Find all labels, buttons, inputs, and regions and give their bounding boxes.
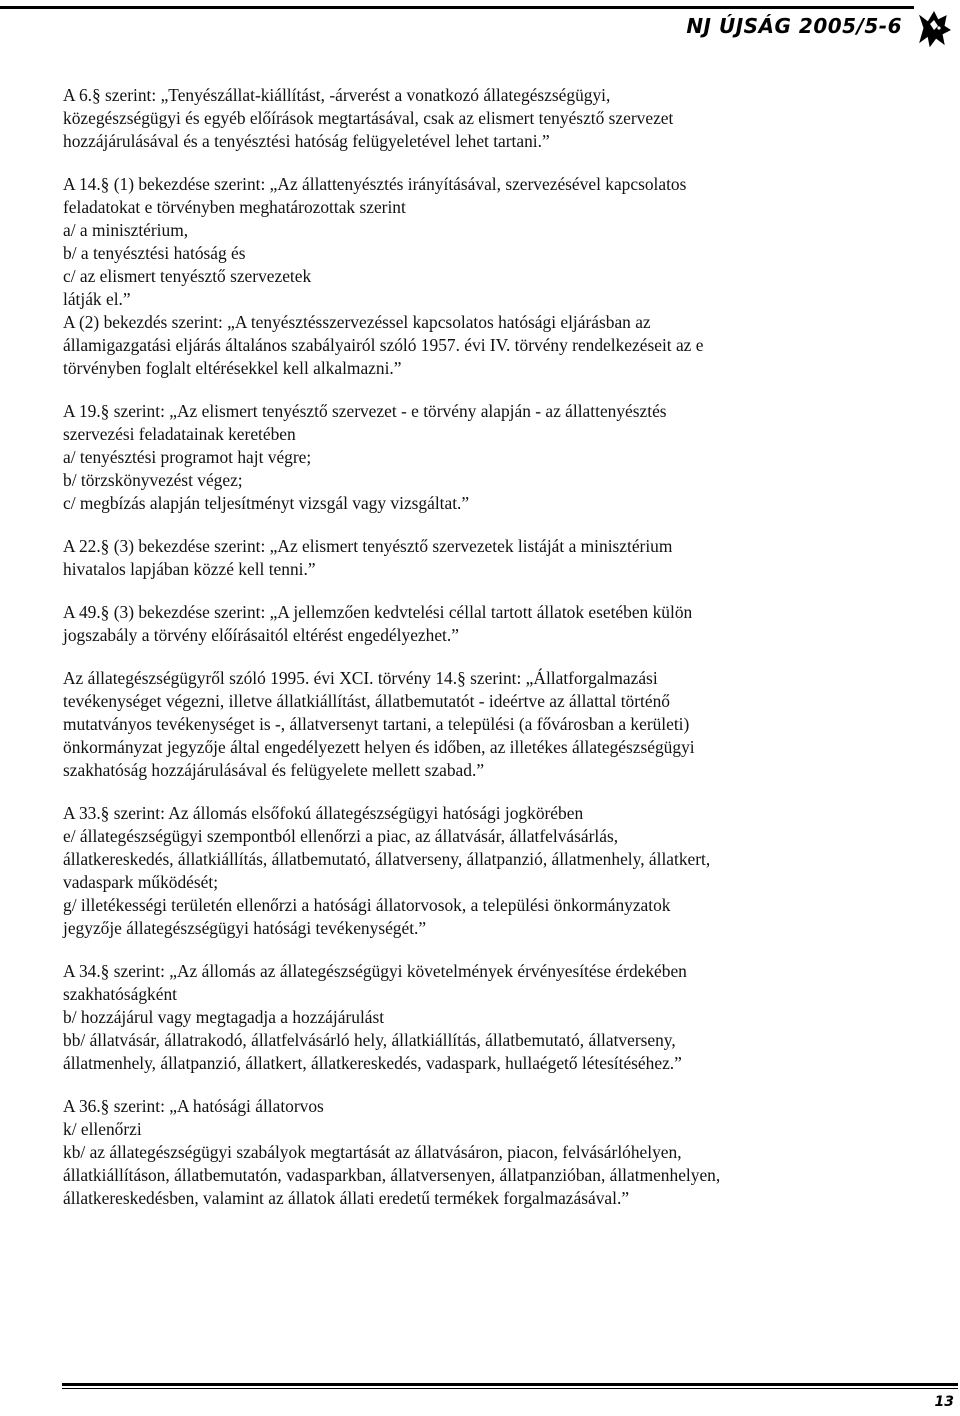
footer-rule-thin [62,1388,958,1389]
text-line: jegyzője állategészségügyi hatósági tevékenységét.” [63,918,427,938]
paragraph [63,601,885,647]
text-line: feladatokat e törvényben meghatározottak szerint [63,197,406,217]
footer-rule [62,1383,958,1386]
text-line: államigazgatási eljárás általános szabályairól szóló 1957. évi IV. törvény rendelkezéseit az e [63,335,704,355]
header-rule [0,6,914,9]
text-line: törvényben foglalt eltérésekkel kell alkalmazni.” [63,358,402,378]
text-line: A 22.§ (3) bekezdése szerint: „Az elismert tenyésztő szervezetek listáját a minisztérium [63,536,673,556]
text-line: hivatalos lapjában közzé kell tenni.” [63,559,316,579]
paragraph [63,535,885,581]
paragraph [63,173,885,380]
text-line: hozzájárulásával és a tenyésztési hatóság felügyeletével lehet tartani.” [63,131,550,151]
text-line: kb/ az állategészségügyi szabályok megtartását az állatvásáron, piacon, felvásárlóhelyen, [63,1142,682,1162]
text-line: b/ törzskönyvezést végez; [63,470,243,490]
text-line: A 49.§ (3) bekezdése szerint: „A jellemzően kedvtelési céllal tartott állatok esetében külön [63,602,693,622]
text-line: tevékenységet végezni, illetve állatkiállítást, állatbemutatót - ideértve az állattal történő [63,691,670,711]
paragraph [63,802,885,940]
document-body [63,84,885,1230]
text-line: A 33.§ szerint: Az állomás elsőfokú állategészségügyi hatósági jogkörében [63,803,584,823]
text-line: A 34.§ szerint: „Az állomás az állategészségügyi követelmények érvényesítése érdekében [63,961,687,981]
text-line: g/ illetékességi területén ellenőrzi a hatósági állatorvosok, a települési önkormányzatok [63,895,671,915]
text-line: önkormányzat jegyzője által engedélyezett helyen és időben, az illetékes állategészségügyi [63,737,695,757]
text-line: állatkereskedés, állatkiállítás, állatbemutató, állatverseny, állatpanzió, állatmenhely, állatkert, [63,849,711,869]
text-line: állatkiállításon, állatbemutatón, vadasparkban, állatversenyen, állatpanzióban, állatmenhelyen, [63,1165,721,1185]
text-line: A 36.§ szerint: „A hatósági állatorvos [63,1096,324,1116]
text-line: c/ az elismert tenyésztő szervezetek [63,266,312,286]
text-line: bb/ állatvásár, állatrakodó, állatfelvásárló hely, állatkiállítás, állatbemutató, állatverseny, [63,1030,676,1050]
text-line: A 14.§ (1) bekezdése szerint: „Az állattenyésztés irányításával, szervezésével kapcsolatos [63,174,687,194]
paragraph [63,400,885,515]
text-line: A (2) bekezdés szerint: „A tenyésztésszervezéssel kapcsolatos hatósági eljárásban az [63,312,651,332]
text-line: Az állategészségügyről szóló 1995. évi XCI. törvény 14.§ szerint: „Állatforgalmazási [63,668,658,688]
paragraph [63,84,885,153]
journal-title: NJ ÚJSÁG 2005/5-6 [686,14,902,38]
text-line: jogszabály a törvény előírásaitól eltérést engedélyezhet.” [63,625,459,645]
text-line: állatmenhely, állatpanzió, állatkert, állatkereskedés, vadaspark, hullaégető létesítéséhez.” [63,1053,682,1073]
text-line: c/ megbízás alapján teljesítményt vizsgál vagy vizsgáltat.” [63,493,470,513]
text-line: mutatványos tevékenységet is -, állatversenyt tartani, a települési (a fővárosban a kerületi) [63,714,690,734]
text-line: k/ ellenőrzi [63,1119,142,1139]
text-line: A 19.§ szerint: „Az elismert tenyésztő szervezet - e törvény alapján - az állattenyésztés [63,401,667,421]
text-line: vadaspark működését; [63,872,219,892]
paragraph [63,667,885,782]
text-line: szakhatóság hozzájárulásával és felügyelete mellett szabad.” [63,760,485,780]
text-line: szakhatóságként [63,984,177,1004]
text-line: A 6.§ szerint: „Tenyészállat-kiállítást, -árverést a vonatkozó állategészségügyi, [63,85,611,105]
text-line: szervezési feladatainak keretében [63,424,296,444]
text-line: a/ a minisztérium, [63,220,189,240]
wolf-head-logo-icon [914,8,954,48]
text-line: a/ tenyésztési programot hajt végre; [63,447,312,467]
paragraph [63,960,885,1075]
text-line: b/ hozzájárul vagy megtagadja a hozzájárulást [63,1007,385,1027]
paragraph [63,1095,885,1210]
text-line: e/ állategészségügyi szempontból ellenőrzi a piac, az állatvásár, állatfelvásárlás, [63,826,619,846]
text-line: b/ a tenyésztési hatóság és [63,243,246,263]
text-line: látják el.” [63,289,131,309]
page-number: 13 [934,1394,954,1410]
text-line: közegészségügyi és egyéb előírások megtartásával, csak az elismert tenyésztő szervezet [63,108,674,128]
text-line: állatkereskedésben, valamint az állatok állati eredetű termékek forgalmazásával.” [63,1188,630,1208]
